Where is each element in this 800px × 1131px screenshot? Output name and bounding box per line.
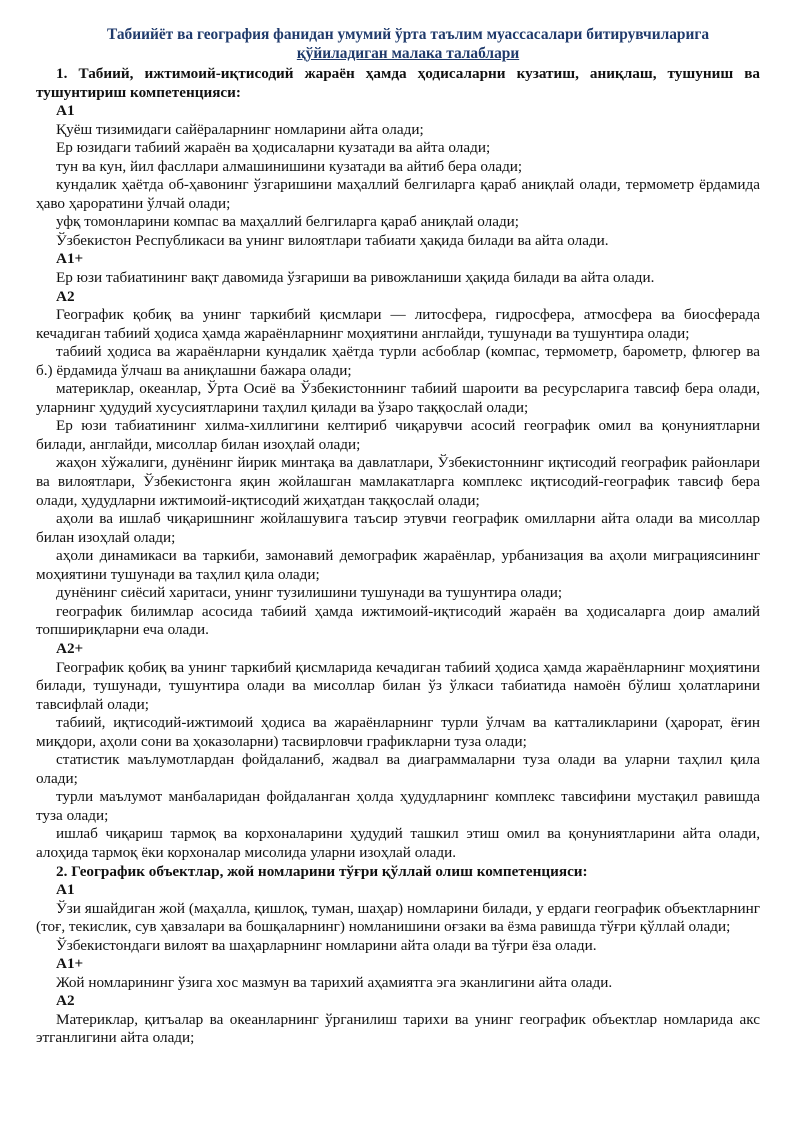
section-heading: 2. Географик объектлар, жой номларини тўғри қўллай олиш компетенцияси: bbox=[56, 862, 588, 880]
requirement-item: Географик қобиқ ва унинг таркибий қисмларида кечадиган табиий ҳодиса ҳамда жараёнларнинг моҳиятини билади, тушунади, тушунтира олади ва мисоллар билан ўз ўлкаси табиатида намоён бўлиш ҳолатларини тавсифлай олади; bbox=[36, 658, 760, 713]
requirement-item: аҳоли динамикаси ва таркиби, замонавий демографик жараёнлар, урбанизация ва аҳоли миграциясининг моҳиятини тушунади ва таҳлил қила олади; bbox=[36, 547, 760, 583]
section-heading: 1. Табиий, ижтимоий-иқтисодий жараён ҳамда ҳодисаларни кузатиш, аниқлаш, тушуниш ва тушунтириш компетенцияси: bbox=[36, 65, 760, 101]
requirement-item: материклар, океанлар, Ўрта Осиё ва Ўзбекистоннинг табиий шароити ва ресурсларига тавсиф бера олади, уларнинг ҳудудий хусусиятларини таҳлил қилади ва ўзаро таққослай олади; bbox=[36, 380, 760, 416]
level-label: А1 bbox=[56, 881, 75, 899]
requirement-item: табиий ҳодиса ва жараёнларни кундалик ҳаётда турли асбоблар (компас, термометр, барометр, флюгер ва б.) ёрдамида ўлчаш ва аниқлашни бажара олади; bbox=[36, 343, 760, 379]
level-label: А2 bbox=[56, 992, 75, 1010]
requirement-item: Материклар, қитъалар ва океанларнинг ўрганилиш тарихи ва унинг географик объектлар номларида акс этганлигини айта олади; bbox=[36, 1010, 760, 1047]
requirement-item: тун ва кун, йил фасллари алмашинишини кузатади ва айтиб бера олади; bbox=[56, 157, 523, 175]
title-line-1: Табиийёт ва география фанидан умумий ўрта таълим муассасалари битирувчиларига bbox=[106, 26, 710, 43]
title-line-2: қўйиладиган малака талаблари bbox=[296, 44, 520, 62]
requirement-item: Ўзи яшайдиган жой (маҳалла, қишлоқ, туман, шаҳар) номларини билади, у ердаги географик объектларнинг (тоғ, текислик, сув ҳавзалари ва бошқаларнинг) номланишини оғзаки ва ёзма равишда тўғри қўллай олади; bbox=[36, 899, 760, 936]
requirement-item: Ер юзи табиатининг хилма-хиллигини келтириб чиқарувчи асосий географик омил ва қонуниятларни билади, англайди, мисоллар билан изоҳлай олади; bbox=[36, 417, 760, 453]
requirement-item: кундалик ҳаётда об-ҳавонинг ўзгаришини маҳаллий белгиларга қараб аниқлай олади, термометр ёрдамида ҳаво ҳароратини ўлчай олади; bbox=[36, 176, 760, 212]
requirement-item: Жой номларининг ўзига хос мазмун ва тарихий аҳамиятга эга эканлигини айта олади. bbox=[56, 973, 613, 991]
level-label: А2+ bbox=[56, 639, 84, 657]
document-title bbox=[56, 26, 760, 63]
requirement-item: аҳоли ва ишлаб чиқаришнинг жойлашувига таъсир этувчи географик омилларни айта олади ва мисоллар билан изоҳлай олади; bbox=[36, 510, 760, 546]
requirement-item: уфқ томонларини компас ва маҳаллий белгиларга қараб аниқлай олади; bbox=[56, 213, 520, 231]
requirement-item: Ўзбекистон Республикаси ва унинг вилоятлари табиати ҳақида билади ва айта олади. bbox=[56, 231, 609, 249]
requirement-item: Географик қобиқ ва унинг таркибий қисмлари — литосфера, гидросфера, атмосфера ва биосферада кечадиган табиий ҳодиса ҳамда жараёнларнинг моҳиятини англайди, тушунади ва тушунтира олади; bbox=[36, 306, 760, 342]
requirement-item: статистик маълумотлардан фойдаланиб, жадвал ва диаграммаларни туза олади ва уларни таҳлил қила олади; bbox=[36, 751, 760, 787]
level-label: А1 bbox=[56, 102, 75, 120]
requirement-item: географик билимлар асосида табиий ҳамда ижтимоий-иқтисодий жараён ва ҳодисаларга доир амалий топшириқларни еча олади. bbox=[36, 602, 760, 639]
document-body bbox=[36, 65, 760, 1048]
requirement-item: Ер юзи табиатининг вақт давомида ўзгариши ва ривожланиши ҳақида билади ва айта олади. bbox=[56, 269, 655, 287]
level-label: А2 bbox=[56, 287, 75, 305]
requirement-item: Ўзбекистондаги вилоят ва шаҳарларнинг номларини айта олади ва тўғри ёза олади. bbox=[56, 936, 597, 954]
requirement-item: дунёнинг сиёсий харитаси, унинг тузилишини тушунади ва тушунтира олади; bbox=[56, 584, 563, 602]
requirement-item: Қуёш тизимидаги сайёраларнинг номларини айта олади; bbox=[56, 120, 424, 138]
level-label: А1+ bbox=[56, 955, 84, 973]
requirement-item: турли маълумот манбаларидан фойдаланган ҳолда ҳудудларнинг комплекс тавсифини мустақил равишда туза олади; bbox=[36, 788, 760, 824]
level-label: А1+ bbox=[56, 250, 84, 268]
requirement-item: ишлаб чиқариш тармоқ ва корхоналарини ҳудудий ташкил этиш омил ва қонуниятларини айта олади, алоҳида тармоқ ёки корхоналар мисолида уларни изоҳлай олади. bbox=[36, 825, 760, 861]
requirement-item: табиий, иқтисодий-ижтимоий ҳодиса ва жараёнларнинг турли ўлчам ва катталикларини (ҳарорат, ёғин миқдори, аҳоли сони ва ҳоказоларни) тасвирловчи графикларни туза олади; bbox=[36, 714, 760, 750]
requirement-item: жаҳон хўжалиги, дунёнинг йирик минтақа ва давлатлари, Ўзбекистоннинг иқтисодий географик районлари ва вилоятлари, Ўзбекистонга яқин жойлашган мамлакатларга комплекс иқтисодий-географик тавсиф бера олади, ҳудудларни ижтимоий-иқтисодий жиҳатдан таққослай олади; bbox=[36, 454, 760, 509]
requirement-item: Ер юзидаги табиий жараён ва ҳодисаларни кузатади ва айта олади; bbox=[56, 139, 491, 157]
